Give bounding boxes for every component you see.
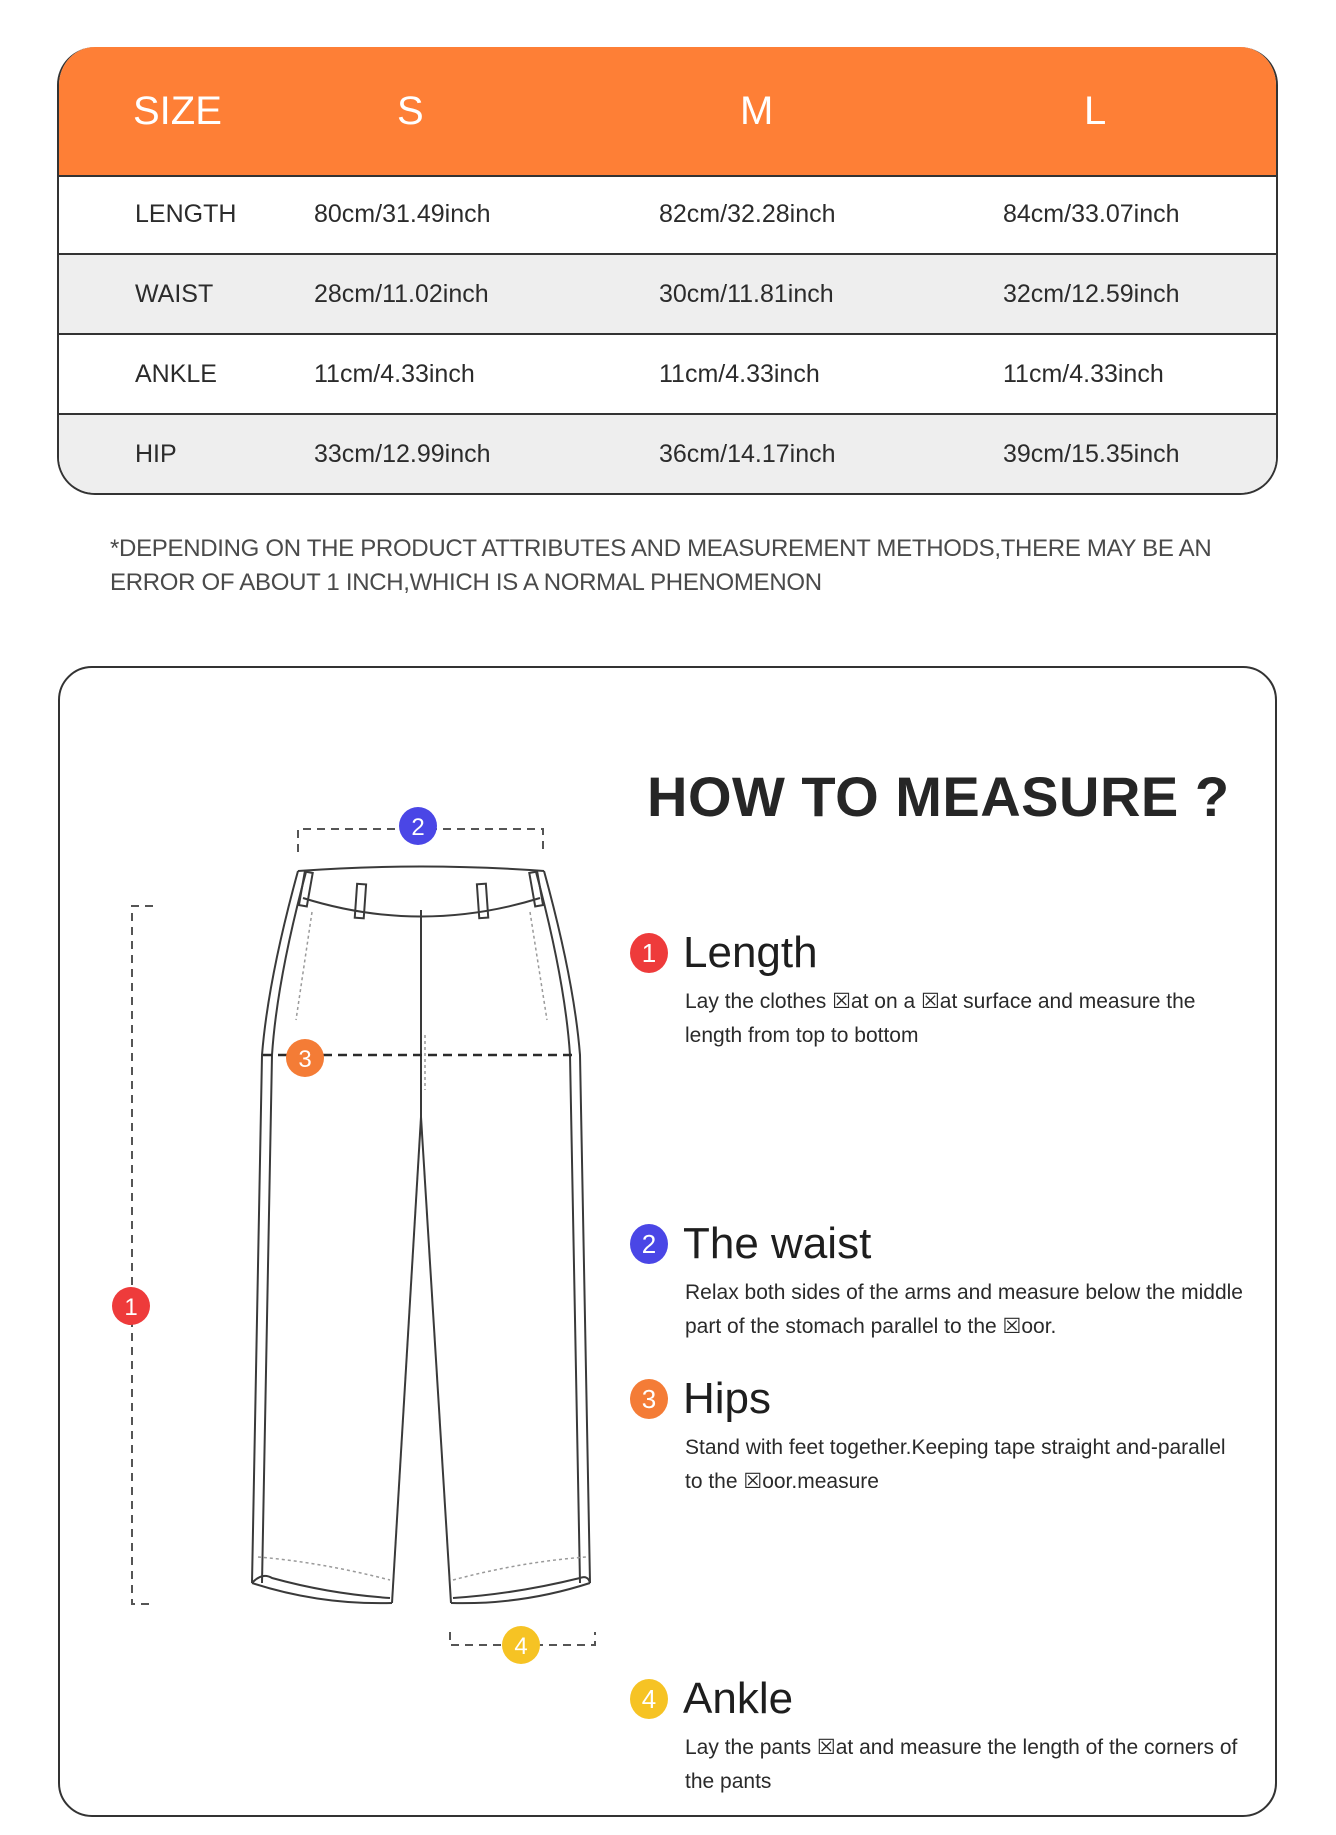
badge-4-label: 4 <box>514 1633 528 1660</box>
row-label: ANKLE <box>135 360 217 388</box>
measurement-disclaimer: *DEPENDING ON THE PRODUCT ATTRIBUTES AND MEASUREMENT METHODS,THERE MAY BE AN ERROR OF ABOUT 1 INCH,WHICH IS A NORMAL PHENOMENON <box>110 535 1212 596</box>
step-description: Relax both sides of the arms and measure below the middle part of the stomach parallel to the ☒oor. <box>685 1281 1243 1338</box>
step-title: The waist <box>683 1219 872 1268</box>
badge-2-label: 2 <box>411 814 425 841</box>
header-size: SIZE <box>133 89 222 133</box>
row-label: LENGTH <box>135 200 237 228</box>
cell-s: 80cm/31.49inch <box>314 200 491 228</box>
pants-outline <box>252 867 590 1604</box>
measurement-guides <box>132 829 595 1645</box>
step-description: Lay the pants ☒at and measure the length of the corners of the pants <box>685 1736 1238 1793</box>
step-description: Stand with feet together.Keeping tape straight and-parallel to the ☒oor.measure <box>685 1436 1226 1493</box>
cell-s: 33cm/12.99inch <box>314 440 491 468</box>
row-label: WAIST <box>135 280 214 308</box>
step-title: Length <box>683 928 818 977</box>
cell-l: 11cm/4.33inch <box>1003 360 1164 388</box>
cell-l: 32cm/12.59inch <box>1003 280 1180 308</box>
cell-l: 84cm/33.07inch <box>1003 200 1180 228</box>
header-l: L <box>1084 89 1107 133</box>
header-m: M <box>740 89 774 133</box>
step-1-badge-icon: 1 <box>630 933 668 973</box>
row-label: HIP <box>135 440 177 468</box>
how-to-measure-title: HOW TO MEASURE ? <box>647 765 1230 828</box>
step-description: Lay the clothes ☒at on a ☒at surface and measure the length from top to bottom <box>685 990 1196 1047</box>
header-s: S <box>397 89 424 133</box>
cell-m: 36cm/14.17inch <box>659 440 836 468</box>
step-4-badge-icon: 4 <box>630 1679 668 1719</box>
step-title: Ankle <box>683 1674 794 1723</box>
cell-m: 82cm/32.28inch <box>659 200 836 228</box>
cell-s: 11cm/4.33inch <box>314 360 475 388</box>
length-guide <box>132 906 153 1604</box>
cell-l: 39cm/15.35inch <box>1003 440 1180 468</box>
step-2-badge-icon: 2 <box>630 1224 668 1264</box>
step-title: Hips <box>683 1374 772 1423</box>
step-3-badge-icon: 3 <box>630 1379 668 1419</box>
badge-3-label: 3 <box>298 1046 312 1073</box>
cell-s: 28cm/11.02inch <box>314 280 489 308</box>
cell-m: 11cm/4.33inch <box>659 360 820 388</box>
badge-1-label: 1 <box>124 1294 138 1321</box>
cell-m: 30cm/11.81inch <box>659 280 834 308</box>
